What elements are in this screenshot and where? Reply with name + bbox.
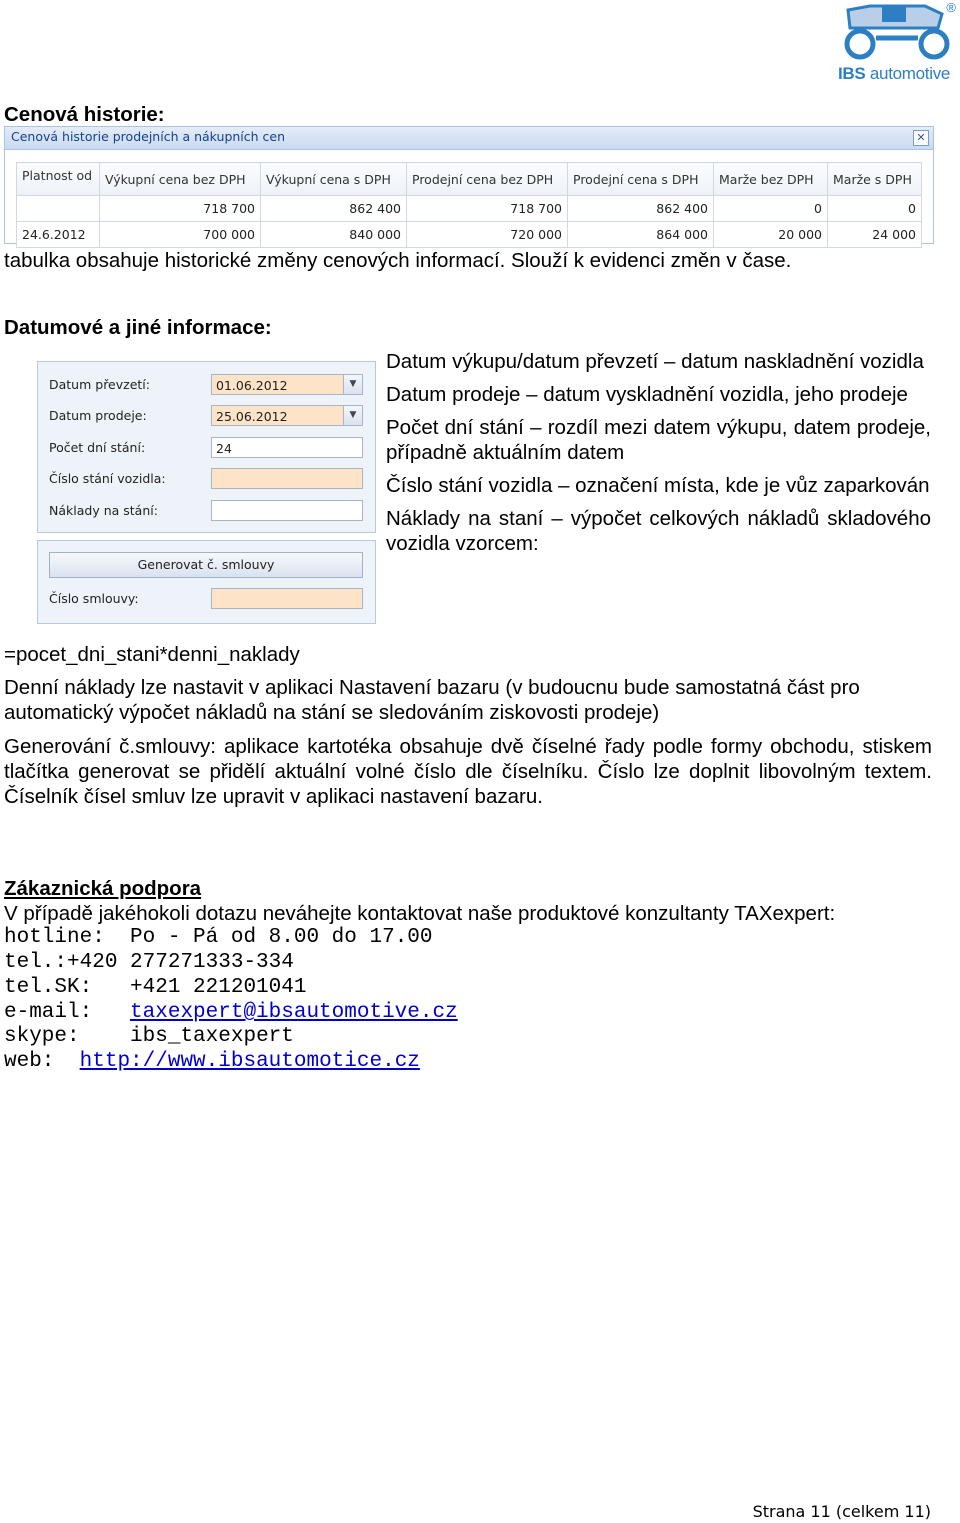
daily-costs-paragraph: Denní náklady lze nastavit v aplikaci Nastavení bazaru (v budoucnu bude samostatná část pro automatický výpočet nákladů na stání se sledováním ziskovosti prodeje): [4, 676, 860, 724]
parking-costs-field[interactable]: [211, 500, 363, 521]
price-history-heading: Cenová historie:: [4, 103, 165, 126]
table-row[interactable]: [17, 222, 922, 248]
sale-date-value: 25.06.2012: [216, 409, 288, 424]
days-parked-field[interactable]: [211, 437, 363, 458]
days-parked-label: Počet dní stání:: [49, 440, 146, 455]
chevron-down-icon[interactable]: ▼: [343, 406, 362, 425]
parking-slot-label: Číslo stání vozidla:: [49, 471, 166, 486]
table-cell: 862 400: [568, 196, 714, 222]
table-cell: 720 000: [407, 222, 568, 248]
parking-slot-field[interactable]: [211, 468, 363, 489]
price-history-titlebar: [5, 127, 933, 150]
table-cell: 718 700: [407, 196, 568, 222]
date-info-panel: [37, 361, 376, 533]
table-cell: 862 400: [261, 196, 407, 222]
logo-brand-text: [838, 64, 950, 84]
price-history-widget: [4, 126, 934, 244]
table-cell: 20 000: [714, 222, 828, 248]
column-header-sale-gross[interactable]: Prodejní cena s DPH: [568, 163, 714, 196]
car-logo-icon: [830, 0, 960, 66]
desc-purchase-date: Datum výkupu/datum převzetí – datum naskladnění vozidla: [386, 350, 924, 373]
generate-contract-button[interactable]: Generovat č. smlouvy: [49, 552, 363, 578]
page-number: Strana 11 (celkem 11): [752, 1502, 931, 1521]
table-cell: 700 000: [100, 222, 261, 248]
skype-label: skype:: [4, 1025, 80, 1048]
purchase-date-label: Datum převzetí:: [49, 377, 150, 392]
tel-label: tel.:: [4, 951, 68, 974]
column-header-margin-net[interactable]: Marže bez DPH: [714, 163, 828, 196]
desc-parking-costs: Náklady na staní – výpočet celkových nákladů skladového vozidla vzorcem:: [386, 507, 931, 555]
contract-number-label: Číslo smlouvy:: [49, 591, 139, 606]
tel-sk-label: tel.SK:: [4, 976, 93, 999]
column-header-margin-gross[interactable]: Marže s DPH: [828, 163, 922, 196]
desc-parking-slot: Číslo stání vozidla – označení místa, kde je vůz zaparkován: [386, 474, 930, 497]
table-header-row: [17, 163, 922, 196]
column-header-valid-from[interactable]: Platnost od: [17, 163, 100, 196]
price-history-title: Cenová historie prodejních a nákupních cen: [11, 129, 286, 144]
email-row: [4, 1000, 458, 1025]
parking-costs-label: Náklady na stání:: [49, 503, 158, 518]
logo-brand-rest: automotive: [869, 64, 951, 83]
contract-panel: [37, 540, 376, 624]
support-intro: V případě jakéhokoli dotazu neváhejte kontaktovat naše produktové konzultanty TAXexpert:: [4, 902, 836, 925]
web-label: web:: [4, 1050, 55, 1073]
hotline-label: hotline:: [4, 926, 105, 949]
contract-generation-paragraph: Generování č.smlouvy: aplikace kartotéka obsahuje dvě číselné řady podle formy obchodu, stiskem tlačítka generovat se přidělí aktuální volné číslo dle číselníku. Číslo lze doplnit libovolným textem. Číselník čísel smluv lze upravit v aplikaci nastavení bazaru.: [4, 735, 932, 808]
email-link[interactable]: taxexpert@ibsautomotive.cz: [130, 1001, 458, 1024]
price-history-table: [16, 162, 922, 248]
table-cell: 24 000: [828, 222, 922, 248]
tel-row: [4, 950, 294, 975]
table-cell: 718 700: [100, 196, 261, 222]
logo-brand-bold: IBS: [838, 64, 866, 83]
table-cell: [17, 196, 100, 222]
email-label: e-mail:: [4, 1001, 93, 1024]
hotline-row: [4, 925, 433, 950]
skype-row: [4, 1024, 294, 1049]
close-icon[interactable]: ✕: [913, 130, 929, 146]
table-cell: 864 000: [568, 222, 714, 248]
field-descriptions: [386, 349, 931, 556]
days-parked-value: 24: [216, 441, 232, 456]
column-header-purchase-net[interactable]: Výkupní cena bez DPH: [100, 163, 261, 196]
chevron-down-icon[interactable]: ▼: [343, 375, 362, 394]
sale-date-field[interactable]: [211, 405, 363, 426]
table-cell: 840 000: [261, 222, 407, 248]
cost-formula: =pocet_dni_stani*denni_naklady: [4, 643, 300, 666]
date-info-heading: Datumové a jiné informace:: [4, 316, 272, 339]
table-cell: 0: [828, 196, 922, 222]
tel-sk-row: [4, 975, 306, 1000]
column-header-sale-net[interactable]: Prodejní cena bez DPH: [407, 163, 568, 196]
price-history-description: tabulka obsahuje historické změny cenových informací. Slouží k evidenci změn v čase.: [4, 249, 792, 272]
company-logo: [830, 0, 960, 90]
column-header-purchase-gross[interactable]: Výkupní cena s DPH: [261, 163, 407, 196]
skype-value: ibs_taxexpert: [130, 1025, 294, 1048]
sale-date-label: Datum prodeje:: [49, 408, 147, 423]
purchase-date-field[interactable]: [211, 374, 363, 395]
table-row[interactable]: [17, 196, 922, 222]
tel-value: +420 277271333-334: [67, 951, 294, 974]
desc-days-parked: Počet dní stání – rozdíl mezi datem výkupu, datem prodeje, případně aktuálním datem: [386, 416, 931, 464]
web-row: [4, 1049, 420, 1074]
desc-sale-date: Datum prodeje – datum vyskladnění vozidla, jeho prodeje: [386, 383, 908, 406]
table-cell: 0: [714, 196, 828, 222]
table-cell: 24.6.2012: [17, 222, 100, 248]
purchase-date-value: 01.06.2012: [216, 378, 288, 393]
registered-mark: ®: [946, 0, 956, 15]
web-link[interactable]: http://www.ibsautomotice.cz: [79, 1050, 420, 1073]
support-heading: Zákaznická podpora: [4, 877, 202, 900]
contract-number-field[interactable]: [211, 588, 363, 609]
tel-sk-value: +421 221201041: [130, 976, 307, 999]
hotline-value: Po - Pá od 8.00 do 17.00: [130, 926, 433, 949]
